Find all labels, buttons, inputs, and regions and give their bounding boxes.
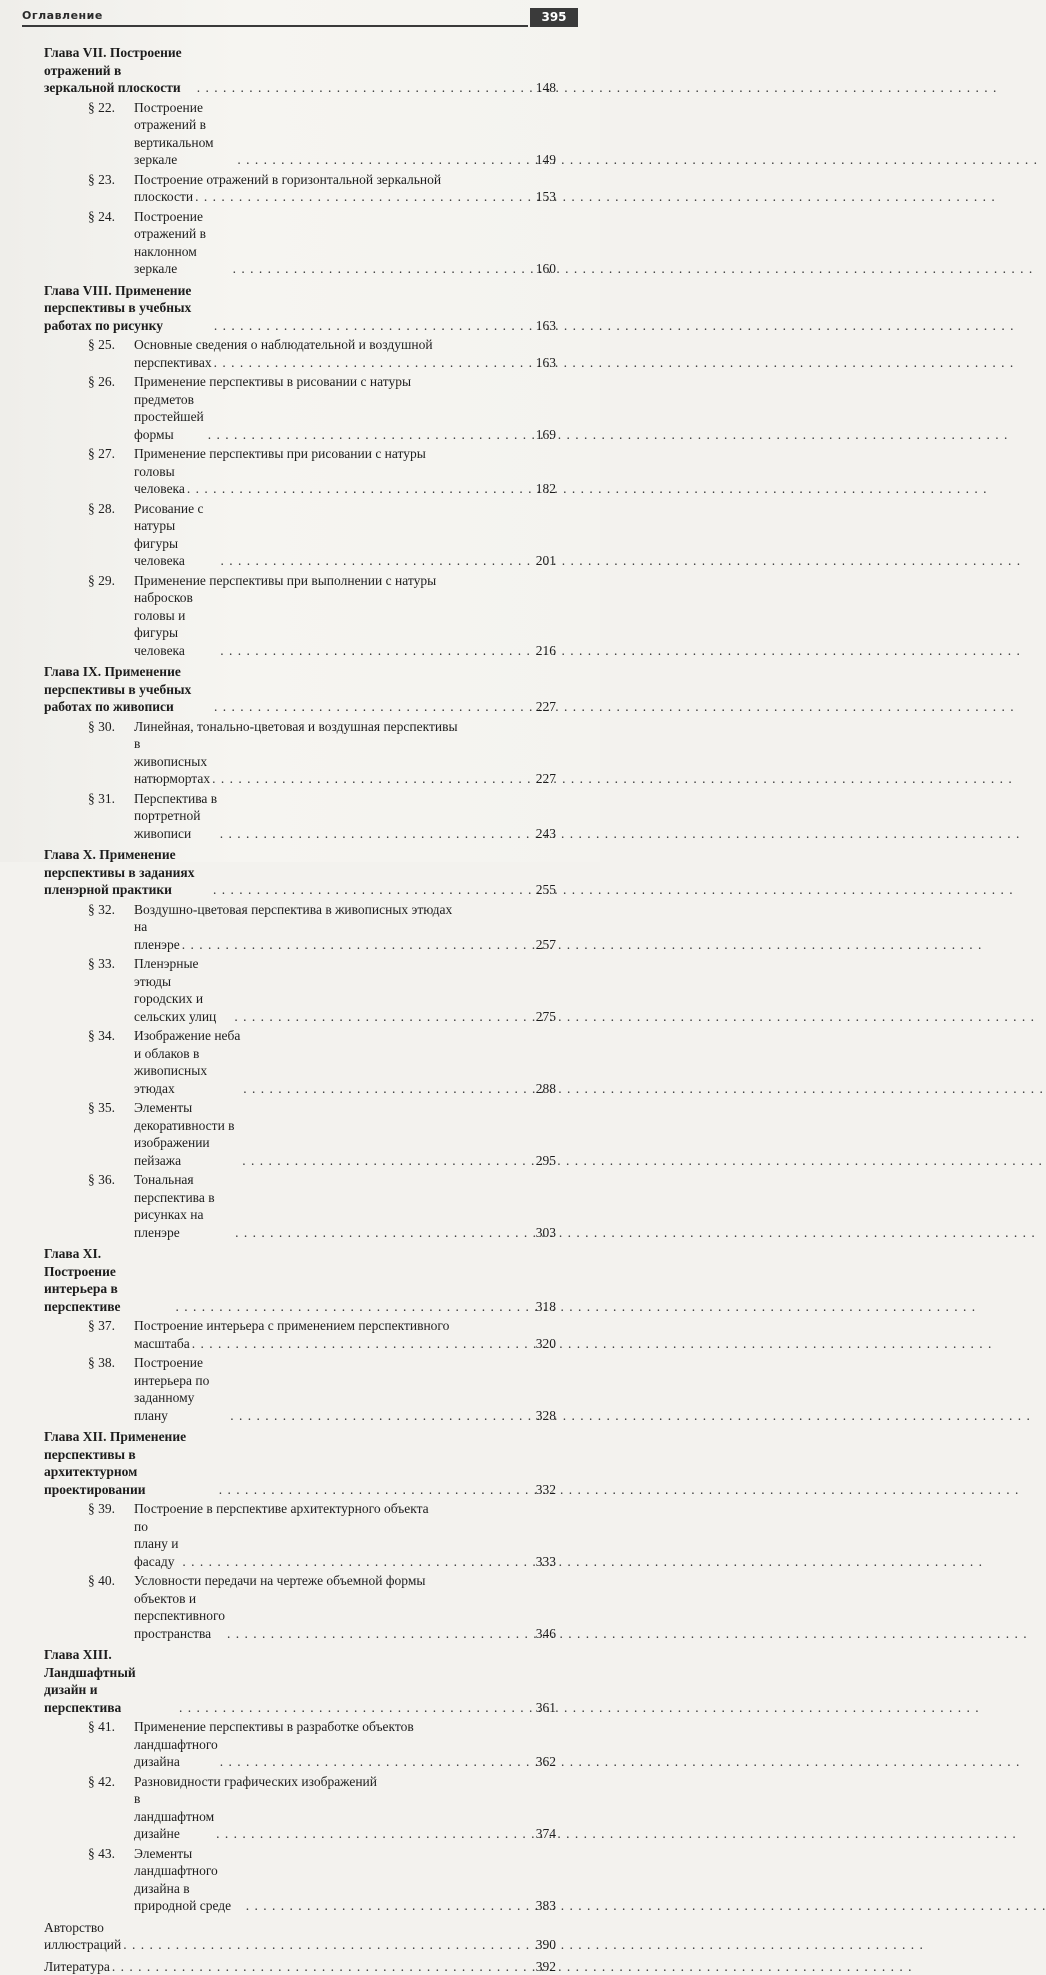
dot-leader — [220, 825, 534, 843]
section-number: § 39. — [88, 1500, 134, 1518]
section-body — [88, 1845, 556, 1915]
section-number: § 41. — [88, 1718, 134, 1736]
toc-entry-row — [134, 1590, 556, 1643]
dot-leader — [214, 354, 534, 372]
toc-entry-row — [134, 735, 556, 788]
toc-page-number: 362 — [536, 1753, 556, 1771]
section-number: § 42. — [88, 1773, 134, 1791]
header-title: Оглавление — [22, 9, 103, 22]
section-title-last-line: Построение отражений в вертикальном зеркале — [134, 99, 235, 169]
section-title-line: Линейная, тонально-цветовая и воздушная перспективы — [134, 718, 556, 736]
toc-page-number: 288 — [536, 1080, 556, 1098]
section-title-line: Условности передачи на чертеже объемной формы — [134, 1572, 556, 1590]
section-title-last-line: плоскости — [134, 188, 193, 206]
toc-page-number: 328 — [536, 1407, 556, 1425]
toc-page-number: 148 — [536, 79, 556, 97]
section-entry[interactable] — [44, 572, 556, 660]
toc-page-number: 275 — [536, 1008, 556, 1026]
section-title-line: Применение перспективы в рисовании с натуры — [134, 373, 556, 391]
dot-leader — [227, 1625, 534, 1643]
appendix-entry[interactable] — [44, 1958, 556, 1975]
toc-entry-row — [134, 99, 556, 169]
toc-page-number: 392 — [536, 1958, 556, 1975]
section-entry[interactable] — [44, 373, 556, 443]
toc-entry-row — [134, 790, 556, 843]
toc-page-number: 303 — [536, 1224, 556, 1242]
section-entry[interactable] — [44, 1027, 556, 1097]
dot-leader — [219, 1481, 534, 1499]
toc-page-number: 361 — [536, 1699, 556, 1717]
dot-leader — [197, 79, 534, 97]
section-entry[interactable] — [44, 1718, 556, 1771]
toc-page-number: 160 — [536, 260, 556, 278]
section-number: § 31. — [88, 790, 134, 808]
section-number: § 22. — [88, 99, 134, 117]
toc-page-number: 333 — [536, 1553, 556, 1571]
section-title-last-line: Построение отражений в наклонном зеркале — [134, 208, 231, 278]
section-number: § 38. — [88, 1354, 134, 1372]
section-entry[interactable] — [44, 208, 556, 278]
toc-page-number: 227 — [536, 698, 556, 716]
toc-entry-row — [44, 846, 556, 899]
dot-leader — [195, 188, 534, 206]
dot-leader — [123, 1936, 533, 1954]
toc-entry-row — [134, 500, 556, 570]
section-title-last-line: Построение интерьера по заданному плану — [134, 1354, 228, 1424]
section-title-last-line: Элементы ландшафтного дизайна в природной среде — [134, 1845, 244, 1915]
section-title-line: Построение интерьера с применением перспективного — [134, 1317, 556, 1335]
section-number: § 24. — [88, 208, 134, 226]
section-title-last-line: набросков головы и фигуры человека — [134, 589, 218, 659]
section-body — [88, 1171, 556, 1241]
section-body — [88, 1718, 556, 1771]
toc-page-number: 227 — [536, 770, 556, 788]
section-title-last-line: на пленэре — [134, 918, 180, 953]
section-number: § 36. — [88, 1171, 134, 1189]
section-title-last-line: ландшафтного дизайна — [134, 1736, 218, 1771]
toc-entry-row — [134, 1099, 556, 1169]
section-entry[interactable] — [44, 1572, 556, 1642]
dot-leader — [187, 480, 534, 498]
dot-leader — [182, 936, 534, 954]
chapter-entry[interactable] — [44, 1428, 556, 1498]
dot-leader — [212, 770, 534, 788]
section-number: § 29. — [88, 572, 134, 590]
section-entry[interactable] — [44, 790, 556, 843]
toc-page-number: 374 — [536, 1825, 556, 1843]
toc-page-number: 383 — [536, 1897, 556, 1915]
section-number: § 37. — [88, 1317, 134, 1335]
toc-entry-row — [44, 1245, 556, 1315]
section-number: § 43. — [88, 1845, 134, 1863]
section-body — [88, 208, 556, 278]
dot-leader — [230, 1407, 533, 1425]
toc-entry-row — [134, 354, 556, 372]
chapter-title: Глава VIII. Применение перспективы в учебных работах по рисунку — [44, 282, 212, 335]
dot-leader — [233, 260, 534, 278]
dot-leader — [242, 1152, 534, 1170]
toc-page-number: 346 — [536, 1625, 556, 1643]
chapter-title: Глава VII. Построение отражений в зеркальной плоскости — [44, 44, 195, 97]
section-entry[interactable] — [44, 171, 556, 206]
chapter-title: Глава X. Применение перспективы в заданиях пленэрной практики — [44, 846, 211, 899]
toc-entry-row — [134, 918, 556, 953]
section-title-last-line: масштаба — [134, 1335, 190, 1353]
section-number: § 30. — [88, 718, 134, 736]
toc-page-number: 332 — [536, 1481, 556, 1499]
book-page — [0, 0, 600, 862]
chapter-title: Глава IX. Применение перспективы в учебных работах по живописи — [44, 663, 212, 716]
section-entry[interactable] — [44, 1773, 556, 1843]
section-title-last-line: Пленэрные этюды городских и сельских улиц — [134, 955, 232, 1025]
dot-leader — [220, 552, 533, 570]
appendix-title: Литература — [44, 1958, 110, 1975]
section-body — [88, 790, 556, 843]
section-entry[interactable] — [44, 336, 556, 371]
toc-page-number: 255 — [536, 881, 556, 899]
chapter-entry[interactable] — [44, 846, 556, 899]
toc-page-number: 163 — [536, 354, 556, 372]
toc-entry-row — [44, 282, 556, 335]
section-title-last-line: по плану и фасаду — [134, 1518, 180, 1571]
section-title-line: Построение в перспективе архитектурного объекта — [134, 1500, 556, 1518]
dot-leader — [237, 151, 533, 169]
toc-entry-row — [134, 1518, 556, 1571]
dot-leader — [112, 1958, 534, 1975]
table-of-contents — [44, 44, 556, 1975]
toc-entry-row — [134, 188, 556, 206]
dot-leader — [216, 1825, 534, 1843]
dot-leader — [214, 698, 534, 716]
dot-leader — [220, 1753, 534, 1771]
section-title-last-line: Рисование с натуры фигуры человека — [134, 500, 218, 570]
toc-page-number: 257 — [536, 936, 556, 954]
toc-entry-row — [44, 1919, 556, 1954]
section-entry[interactable] — [44, 1500, 556, 1570]
section-number: § 25. — [88, 336, 134, 354]
chapter-entry[interactable] — [44, 1245, 556, 1315]
section-title-last-line: в живописных натюрмортах — [134, 735, 210, 788]
dot-leader — [213, 881, 534, 899]
section-number: § 32. — [88, 901, 134, 919]
toc-entry-row — [134, 1171, 556, 1241]
section-body — [88, 373, 556, 443]
dot-leader — [208, 426, 534, 444]
section-entry[interactable] — [44, 1099, 556, 1169]
section-title-last-line: Перспектива в портретной живописи — [134, 790, 218, 843]
toc-page-number: 318 — [536, 1298, 556, 1316]
section-entry[interactable] — [44, 955, 556, 1025]
toc-page-number: 182 — [536, 480, 556, 498]
toc-page-number: 153 — [536, 188, 556, 206]
section-number: § 23. — [88, 171, 134, 189]
toc-entry-row — [134, 1790, 556, 1843]
dot-leader — [176, 1298, 534, 1316]
toc-entry-row — [134, 1027, 556, 1097]
section-body — [88, 1317, 556, 1352]
toc-page-number: 243 — [536, 825, 556, 843]
chapter-entry[interactable] — [44, 44, 556, 97]
section-entry[interactable] — [44, 99, 556, 169]
section-entry[interactable] — [44, 1354, 556, 1424]
section-body — [88, 1572, 556, 1642]
chapter-entry[interactable] — [44, 1646, 556, 1716]
toc-page-number: 163 — [536, 317, 556, 335]
section-title-line: Применение перспективы в разработке объектов — [134, 1718, 556, 1736]
dot-leader — [179, 1699, 534, 1717]
section-number: § 26. — [88, 373, 134, 391]
section-body — [88, 1027, 556, 1097]
toc-entry-row — [134, 391, 556, 444]
dot-leader — [220, 642, 533, 660]
section-title-line: Воздушно-цветовая перспектива в живописных этюдах — [134, 901, 556, 919]
toc-entry-row — [134, 1845, 556, 1915]
toc-page-number: 216 — [536, 642, 556, 660]
section-title-last-line: объектов и перспективного пространства — [134, 1590, 225, 1643]
chapter-entry[interactable] — [44, 282, 556, 335]
section-body — [88, 336, 556, 371]
section-number: § 33. — [88, 955, 134, 973]
section-title-line: Применение перспективы при рисовании с натуры — [134, 445, 556, 463]
toc-entry-row — [134, 1736, 556, 1771]
section-body — [88, 171, 556, 206]
toc-entry-row — [44, 1958, 556, 1975]
section-entry[interactable] — [44, 1317, 556, 1352]
section-body — [88, 955, 556, 1025]
appendix-title: Авторство иллюстраций — [44, 1919, 121, 1954]
appendix-entry[interactable] — [44, 1919, 556, 1954]
dot-leader — [234, 1008, 533, 1026]
dot-leader — [243, 1080, 533, 1098]
dot-leader — [192, 1335, 534, 1353]
section-title-line: Разновидности графических изображений — [134, 1773, 556, 1791]
chapter-title: Глава XI. Построение интерьера в перспективе — [44, 1245, 174, 1315]
dot-leader — [214, 317, 534, 335]
section-entry[interactable] — [44, 500, 556, 570]
chapter-entry[interactable] — [44, 663, 556, 716]
toc-entry-row — [134, 589, 556, 659]
toc-page-number: 149 — [536, 151, 556, 169]
section-title-line: Основные сведения о наблюдательной и воздушной — [134, 336, 556, 354]
toc-entry-row — [134, 208, 556, 278]
section-number: § 40. — [88, 1572, 134, 1590]
section-body — [88, 1500, 556, 1570]
toc-page-number: 201 — [536, 552, 556, 570]
toc-page-number: 295 — [536, 1152, 556, 1170]
section-body — [88, 572, 556, 660]
page-number-badge: 395 — [530, 8, 578, 27]
section-entry[interactable] — [44, 1845, 556, 1915]
section-title-last-line: в ландшафтном дизайне — [134, 1790, 214, 1843]
toc-page-number: 390 — [536, 1936, 556, 1954]
toc-entry-row — [44, 663, 556, 716]
section-body — [88, 99, 556, 169]
section-title-last-line: Изображение неба и облаков в живописных этюдах — [134, 1027, 241, 1097]
toc-entry-row — [134, 463, 556, 498]
section-body — [88, 1773, 556, 1843]
section-entry[interactable] — [44, 718, 556, 788]
section-title-line: Применение перспективы при выполнении с натуры — [134, 572, 556, 590]
toc-entry-row — [44, 1428, 556, 1498]
section-number: § 34. — [88, 1027, 134, 1045]
header-rule — [22, 25, 528, 27]
toc-page-number: 320 — [536, 1335, 556, 1353]
toc-entry-row — [134, 1354, 556, 1424]
section-body — [88, 1099, 556, 1169]
section-title-last-line: перспективах — [134, 354, 212, 372]
section-body — [88, 500, 556, 570]
dot-leader — [235, 1224, 534, 1242]
dot-leader — [182, 1553, 533, 1571]
toc-entry-row — [134, 1335, 556, 1353]
section-body — [88, 1354, 556, 1424]
section-body — [88, 445, 556, 498]
section-entry[interactable] — [44, 901, 556, 954]
section-body — [88, 901, 556, 954]
section-body — [88, 718, 556, 788]
chapter-title: Глава XII. Применение перспективы в архитектурном проектировании — [44, 1428, 217, 1498]
section-title-last-line: предметов простейшей формы — [134, 391, 206, 444]
toc-page-number: 169 — [536, 426, 556, 444]
toc-entry-row — [44, 44, 556, 97]
section-title-last-line: головы человека — [134, 463, 185, 498]
section-title-line: Построение отражений в горизонтальной зеркальной — [134, 171, 556, 189]
section-title-last-line: Тональная перспектива в рисунках на пленэре — [134, 1171, 233, 1241]
section-number: § 27. — [88, 445, 134, 463]
section-entry[interactable] — [44, 1171, 556, 1241]
dot-leader — [246, 1897, 534, 1915]
section-title-last-line: Элементы декоративности в изображении пейзажа — [134, 1099, 240, 1169]
section-number: § 35. — [88, 1099, 134, 1117]
toc-entry-row — [44, 1646, 556, 1716]
chapter-title: Глава XIII. Ландшафтный дизайн и перспектива — [44, 1646, 177, 1716]
section-number: § 28. — [88, 500, 134, 518]
running-header — [22, 6, 578, 28]
toc-entry-row — [134, 955, 556, 1025]
section-entry[interactable] — [44, 445, 556, 498]
